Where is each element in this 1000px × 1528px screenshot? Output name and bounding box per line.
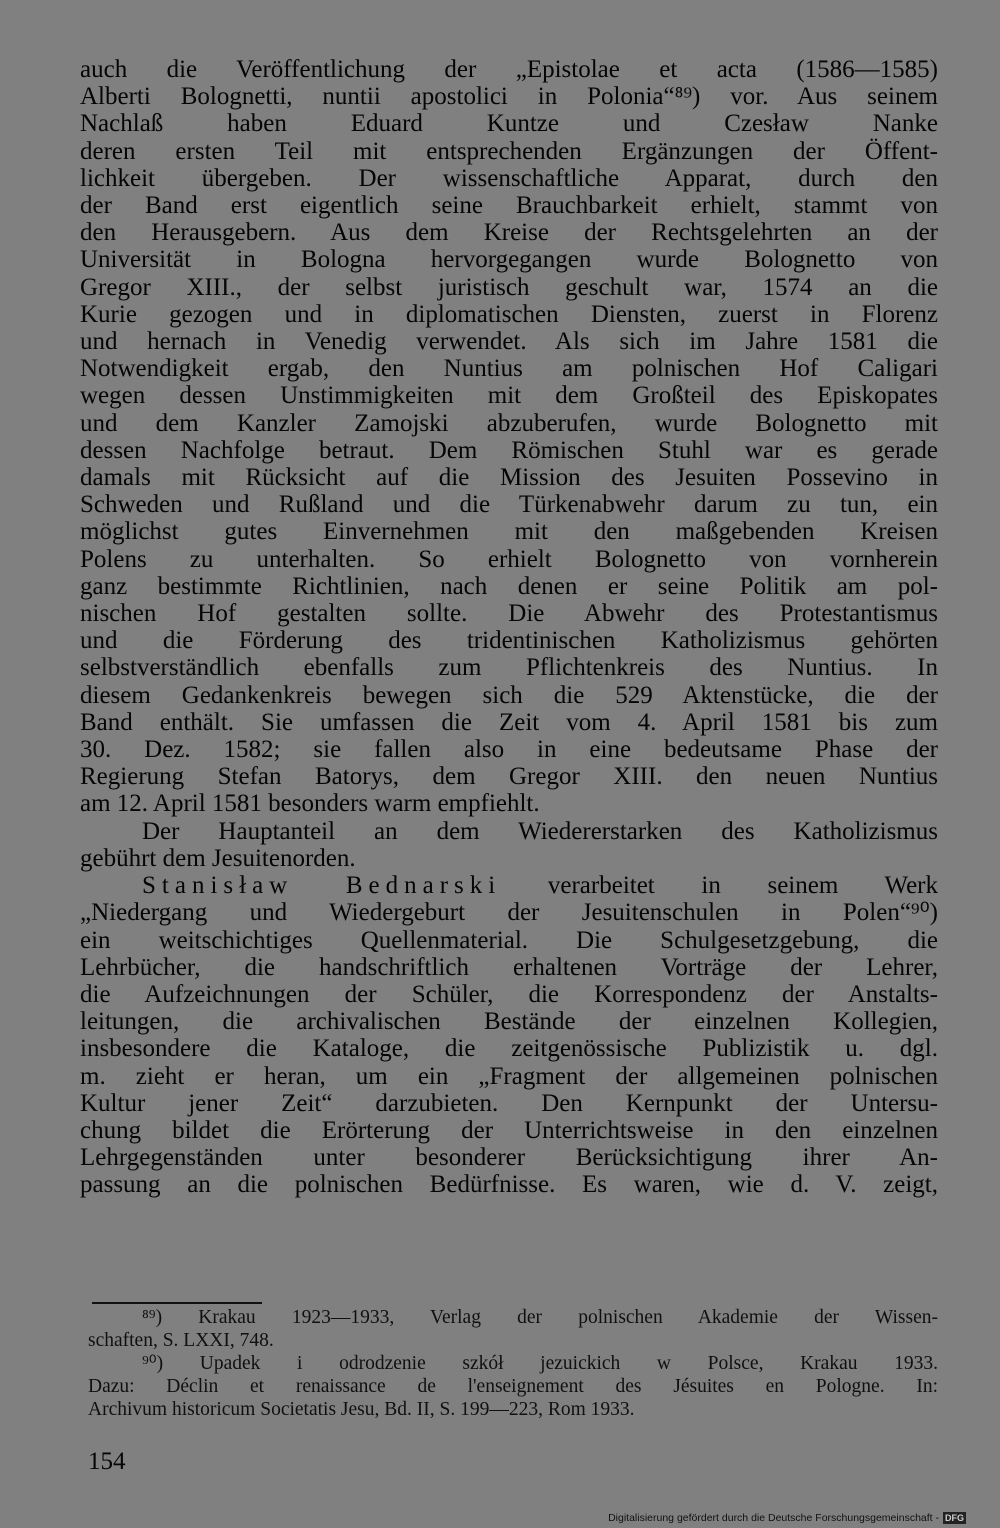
text-line: m. zieht er heran, um ein „Fragment der allgemeinen polnischen <box>80 1062 938 1090</box>
dfg-logo-icon: DFG <box>945 1513 964 1523</box>
text-line: wegen dessen Unstimmigkeiten mit dem Großteil des Episkopates <box>80 382 938 410</box>
credit-text: Digitalisierung gefördert durch die Deutsche Forschungsgemeinschaft - <box>608 1512 939 1524</box>
text-line: Lehrgegenständen unter besonderer Berücksichtigung ihrer An- <box>80 1144 938 1172</box>
text-line: chung bildet die Erörterung der Unterrichtsweise in den einzelnen <box>80 1116 938 1144</box>
text-line: Nachlaß haben Eduard Kuntze und Czesław Nanke <box>80 110 938 138</box>
text-line: insbesondere die Kataloge, die zeitgenössische Publizistik u. dgl. <box>80 1035 938 1063</box>
text-line: und die Förderung des tridentinischen Katholizismus gehörten <box>80 627 938 655</box>
text-line: und hernach in Venedig verwendet. Als sich im Jahre 1581 die <box>80 328 938 356</box>
text-line: ein weitschichtiges Quellenmaterial. Die Schulgesetzgebung, die <box>80 926 938 954</box>
text-line: Gregor XIII., der selbst juristisch geschult war, 1574 an die <box>80 273 938 301</box>
text-line: diesem Gedankenkreis bewegen sich die 529 Aktenstücke, die der <box>80 681 938 709</box>
digitization-credit <box>608 1512 966 1524</box>
footnote-90 <box>88 1352 938 1421</box>
text-line: Stanisław Bednarski verarbeitet in seinem Werk <box>142 872 938 900</box>
footnote-line: Archivum historicum Societatis Jesu, Bd. II, S. 199—223, Rom 1933. <box>88 1399 635 1420</box>
text-line: passung an die polnischen Bedürfnisse. Es waren, wie d. V. zeigt, <box>80 1171 938 1199</box>
footnote-line: ⁸⁹) Krakau 1923—1933, Verlag der polnischen Akademie der Wissen- <box>142 1307 938 1328</box>
text-line: Notwendigkeit ergab, den Nuntius am polnischen Hof Caligari <box>80 355 938 383</box>
text-line: Kultur jener Zeit“ darzubieten. Den Kernpunkt der Untersu- <box>80 1089 938 1117</box>
text-line: leitungen, die archivalischen Bestände der einzelnen Kollegien, <box>80 1008 938 1036</box>
text-line: damals mit Rücksicht auf die Mission des Jesuiten Possevino in <box>80 464 938 492</box>
text-line: ganz bestimmte Richtlinien, nach denen er seine Politik am pol- <box>80 572 938 600</box>
text-line: am 12. April 1581 besonders warm empfiehlt. <box>80 790 540 818</box>
footnote-line: schaften, S. LXXI, 748. <box>88 1330 274 1351</box>
text-line: Alberti Bolognetti, nuntii apostolici in Polonia“⁸⁹) vor. Aus seinem <box>80 83 938 111</box>
footnote-89 <box>88 1306 938 1352</box>
footnote-separator <box>92 1302 262 1304</box>
paragraph-2 <box>80 818 938 872</box>
text-line: Lehrbücher, die handschriftlich erhaltenen Vorträge der Lehrer, <box>80 953 938 981</box>
text-line: Kurie gezogen und in diplomatischen Diensten, zuerst in Florenz <box>80 300 938 328</box>
text-line: „Niedergang und Wiedergeburt der Jesuitenschulen in Polen“⁹⁰) <box>80 899 938 927</box>
page-number: 154 <box>88 1448 126 1475</box>
text-line: Schweden und Rußland und die Türkenabwehr darum zu tun, ein <box>80 491 938 519</box>
text-line: Polens zu unterhalten. So erhielt Bolognetto von vornherein <box>80 545 938 573</box>
text-line: und dem Kanzler Zamojski abzuberufen, wurde Bolognetto mit <box>80 409 938 437</box>
text-line: möglichst gutes Einvernehmen mit den maßgebenden Kreisen <box>80 518 938 546</box>
text-line: lichkeit übergeben. Der wissenschaftliche Apparat, durch den <box>80 164 938 192</box>
paragraph-1 <box>80 56 938 818</box>
text-line: auch die Veröffentlichung der „Epistolae et acta (1586—1585) <box>80 56 938 83</box>
text-line: deren ersten Teil mit entsprechenden Ergänzungen der Öffent- <box>80 137 938 165</box>
text-line: dessen Nachfolge betraut. Dem Römischen Stuhl war es gerade <box>80 436 938 464</box>
footnote-line: Dazu: Déclin et renaissance de l'enseignement des Jésuites en Pologne. In: <box>88 1376 938 1397</box>
paragraph-3 <box>80 872 938 1198</box>
main-text <box>80 56 938 1199</box>
text-line: die Aufzeichnungen der Schüler, die Korrespondenz der Anstalts- <box>80 980 938 1008</box>
text-line: den Herausgebern. Aus dem Kreise der Rechtsgelehrten an der <box>80 219 938 247</box>
text-line: nischen Hof gestalten sollte. Die Abwehr des Protestantismus <box>80 600 938 628</box>
text-line: Universität in Bologna hervorgegangen wurde Bolognetto von <box>80 246 938 274</box>
text-line: Band enthält. Sie umfassen die Zeit vom 4. April 1581 bis zum <box>80 708 938 736</box>
text-line: gebührt dem Jesuitenorden. <box>80 844 356 872</box>
text-line: Der Hauptanteil an dem Wiedererstarken des Katholizismus <box>142 817 938 845</box>
text-line: selbstverständlich ebenfalls zum Pflichtenkreis des Nuntius. In <box>80 654 938 682</box>
footnotes <box>88 1306 938 1421</box>
text-line: 30. Dez. 1582; sie fallen also in eine bedeutsame Phase der <box>80 736 938 764</box>
text-line: der Band erst eigentlich seine Brauchbarkeit erhielt, stammt von <box>80 192 938 220</box>
footnote-line: ⁹⁰) Upadek i odrodzenie szkół jezuickich w Polsce, Krakau 1933. <box>142 1353 938 1374</box>
text-line: Regierung Stefan Batorys, dem Gregor XIII. den neuen Nuntius <box>80 763 938 791</box>
